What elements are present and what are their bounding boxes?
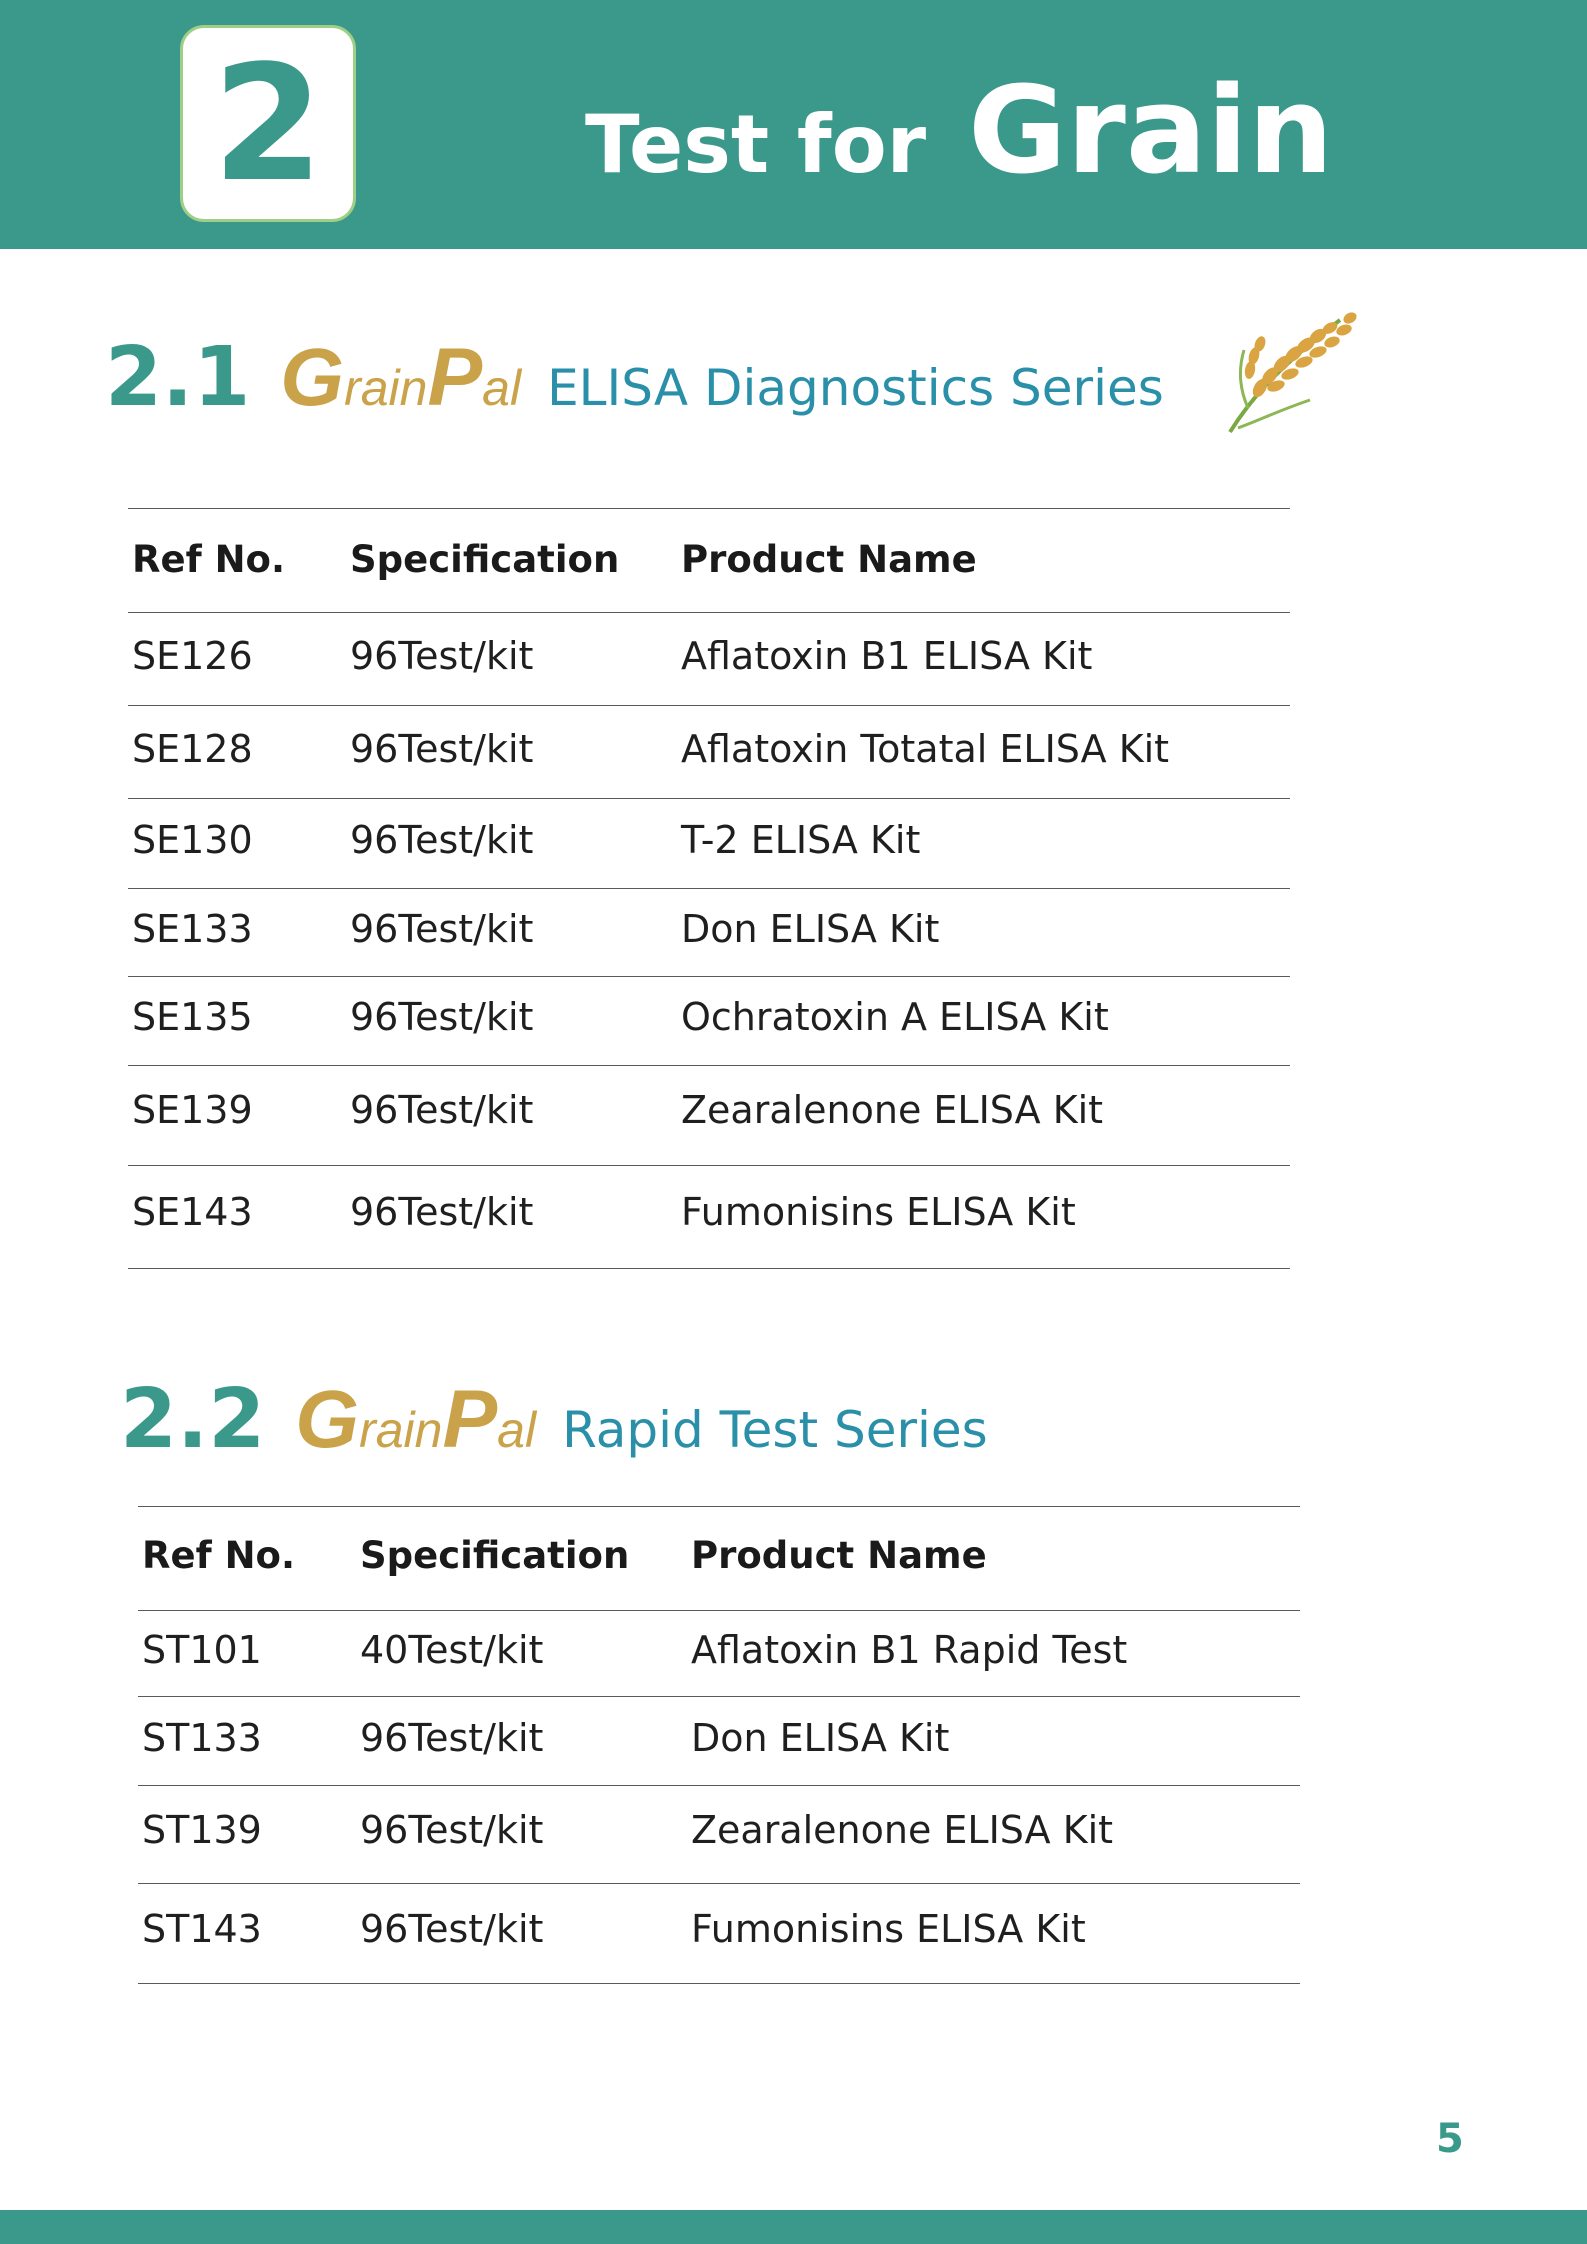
table-cell-ref: ST101 — [142, 1628, 262, 1672]
table-cell-ref: ST133 — [142, 1716, 262, 1760]
table-cell-specification: 96Test/kit — [350, 1190, 534, 1234]
column-header-product-name: Product Name — [691, 1534, 987, 1577]
column-header-ref: Ref No. — [142, 1534, 296, 1577]
wheat-icon — [1220, 300, 1370, 440]
grainpal-logo: GrainPal — [295, 1374, 537, 1465]
table-cell-ref: SE128 — [132, 727, 253, 771]
section-title-elisa — [105, 330, 1164, 425]
table-cell-specification: 96Test/kit — [350, 634, 534, 678]
column-header-specification: Specification — [350, 538, 620, 581]
section-title-rapid — [120, 1372, 988, 1467]
table-cell-product-name: Zearalenone ELISA Kit — [681, 1088, 1104, 1132]
table-cell-product-name: Don ELISA Kit — [691, 1716, 950, 1760]
table-cell-product-name: Aflatoxin B1 Rapid Test — [691, 1628, 1128, 1672]
table-cell-specification: 40Test/kit — [360, 1628, 544, 1672]
table-cell-specification: 96Test/kit — [350, 1088, 534, 1132]
section-number: 2.2 — [120, 1372, 266, 1467]
column-header-specification: Specification — [360, 1534, 630, 1577]
table-cell-ref: SE143 — [132, 1190, 253, 1234]
table-cell-specification: 96Test/kit — [350, 995, 534, 1039]
column-header-ref: Ref No. — [132, 538, 286, 581]
table-cell-product-name: Aflatoxin Totatal ELISA Kit — [681, 727, 1170, 771]
section-name: Rapid Test Series — [562, 1401, 988, 1459]
section-name: ELISA Diagnostics Series — [547, 359, 1164, 417]
table-cell-product-name: Don ELISA Kit — [681, 907, 940, 951]
table-cell-product-name: Ochratoxin A ELISA Kit — [681, 995, 1109, 1039]
chapter-title — [585, 62, 1334, 201]
column-header-product-name: Product Name — [681, 538, 977, 581]
table-cell-product-name: Fumonisins ELISA Kit — [691, 1907, 1086, 1951]
table-cell-ref: ST139 — [142, 1808, 262, 1852]
table-cell-specification: 96Test/kit — [360, 1716, 544, 1760]
table-cell-product-name: Aflatoxin B1 ELISA Kit — [681, 634, 1093, 678]
chapter-header — [0, 0, 1587, 249]
grainpal-logo: GrainPal — [280, 332, 522, 423]
chapter-title-part2: Grain — [968, 62, 1334, 201]
chapter-number-badge — [180, 25, 356, 222]
table-cell-ref: SE130 — [132, 818, 253, 862]
table-cell-product-name: T-2 ELISA Kit — [681, 818, 921, 862]
table-cell-ref: ST143 — [142, 1907, 262, 1951]
section-number: 2.1 — [105, 330, 251, 425]
table-cell-ref: SE126 — [132, 634, 253, 678]
chapter-title-part1: Test for — [585, 98, 927, 191]
page-number: 5 — [1436, 2116, 1464, 2162]
chapter-number: 2 — [212, 29, 324, 217]
table-cell-ref: SE133 — [132, 907, 253, 951]
table-cell-ref: SE135 — [132, 995, 253, 1039]
table-cell-specification: 96Test/kit — [360, 1907, 544, 1951]
table-cell-specification: 96Test/kit — [350, 907, 534, 951]
table-cell-specification: 96Test/kit — [350, 727, 534, 771]
footer-bar — [0, 2210, 1587, 2244]
table-cell-product-name: Zearalenone ELISA Kit — [691, 1808, 1114, 1852]
table-cell-ref: SE139 — [132, 1088, 253, 1132]
table-cell-specification: 96Test/kit — [360, 1808, 544, 1852]
table-cell-specification: 96Test/kit — [350, 818, 534, 862]
table-cell-product-name: Fumonisins ELISA Kit — [681, 1190, 1076, 1234]
